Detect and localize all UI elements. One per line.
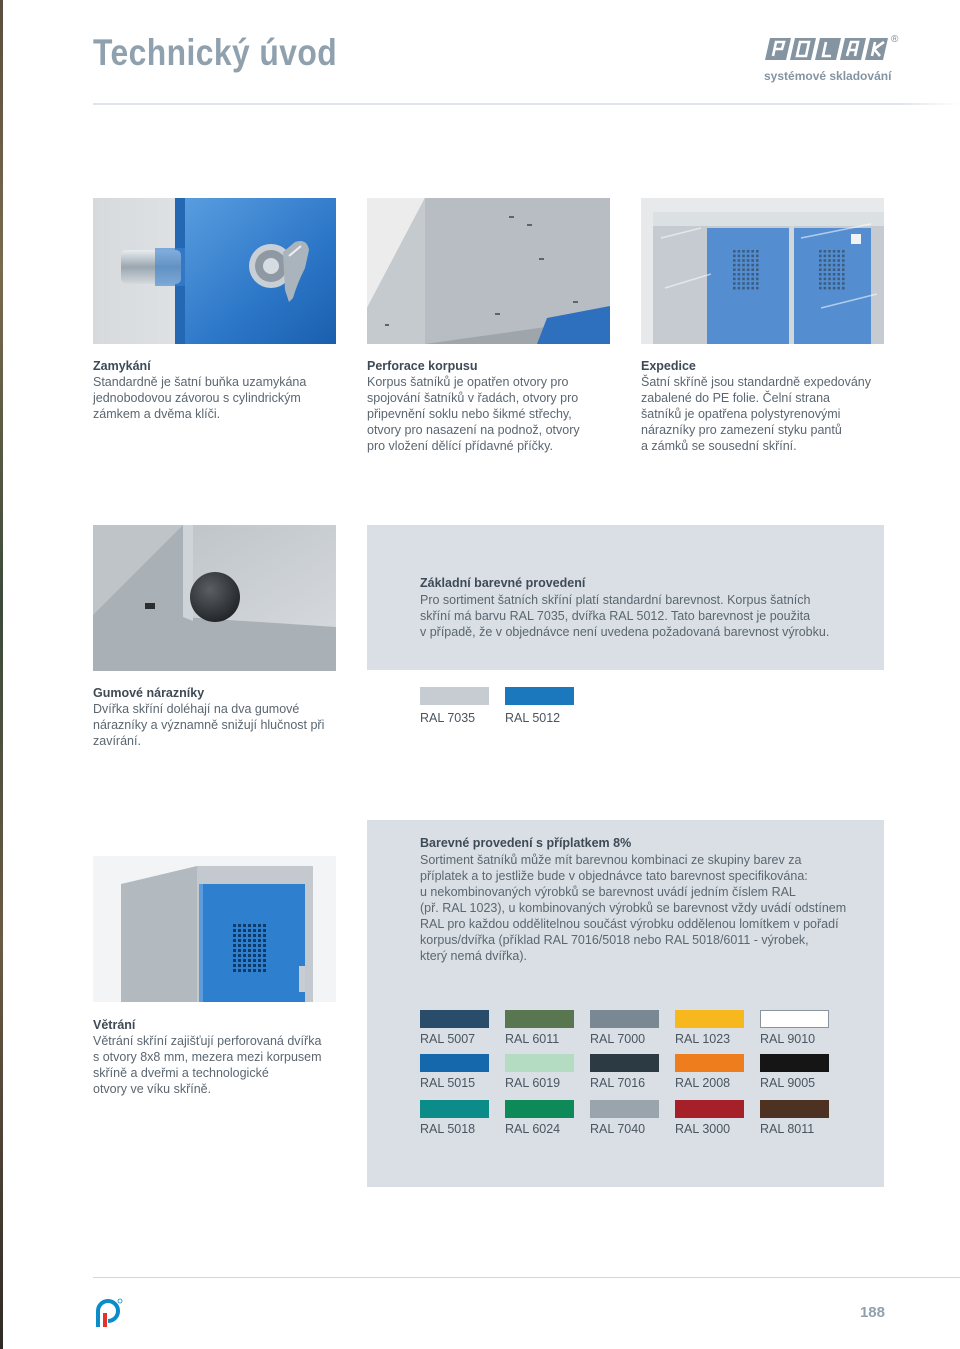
ventilation-photo [93, 856, 336, 1002]
swatch-ral-8011 [760, 1100, 829, 1118]
caption-bumpers-text: Dvířka skříní doléhají na dva gumové nárazníky a významně snižují hlučnost při zavírání. [93, 702, 325, 748]
page-number: 188 [859, 1304, 885, 1321]
swatch-ral-2008 [675, 1054, 744, 1072]
swatch-ral-7016 [590, 1054, 659, 1072]
roof-perforation-photo [367, 198, 610, 344]
swatch-ral-7040 [590, 1100, 659, 1118]
packaging-photo [641, 198, 884, 344]
swatch-ral-1023 [675, 1010, 744, 1028]
swatch-label-ral-5007: RAL 5007 [420, 1032, 476, 1046]
swatch-label-ral-6019: RAL 6019 [505, 1076, 561, 1090]
swatch-ral-5018 [420, 1100, 489, 1118]
caption-bumpers-title: Gumové nárazníky [93, 686, 205, 700]
swatch-label-ral-9005: RAL 9005 [760, 1076, 816, 1090]
swatch-label-ral-9010: RAL 9010 [760, 1032, 816, 1046]
footer-brand-icon [93, 1297, 123, 1329]
swatch-label-ral-5015: RAL 5015 [420, 1076, 476, 1090]
registered-mark: ® [891, 34, 899, 45]
header-divider [93, 103, 960, 105]
swatch-ral-7035 [420, 687, 489, 705]
swatch-label-ral-2008: RAL 2008 [675, 1076, 731, 1090]
caption-locking [93, 358, 343, 422]
swatch-ral-9005 [760, 1054, 829, 1072]
caption-ventilation-text: Větrání skříní zajišťují perforovaná dvířka s otvory 8x8 mm, mezera mezi korpusem skříně a dveřmi a technologické otvory ve víku skříně. [93, 1034, 322, 1096]
swatch-label-ral-1023: RAL 1023 [675, 1032, 731, 1046]
swatch-label-ral-7000: RAL 7000 [590, 1032, 646, 1046]
caption-perforation-title: Perforace korpusu [367, 359, 478, 373]
swatch-ral-9010 [760, 1010, 829, 1028]
swatch-ral-5015 [420, 1054, 489, 1072]
lock-photo [93, 198, 336, 344]
swatch-ral-6019 [505, 1054, 574, 1072]
rubber-bumper-photo [93, 525, 336, 671]
swatch-label-ral-6011: RAL 6011 [505, 1032, 560, 1046]
swatch-ral-5012 [505, 687, 574, 705]
swatch-label-ral-5012: RAL 5012 [505, 711, 561, 725]
swatch-ral-6011 [505, 1010, 574, 1028]
caption-ventilation-title: Větrání [93, 1018, 136, 1032]
swatch-ral-3000 [675, 1100, 744, 1118]
polak-logo-mark [764, 38, 889, 60]
caption-ventilation [93, 1017, 353, 1097]
caption-shipping-title: Expedice [641, 359, 696, 373]
brand-tagline: systémové skladování [764, 69, 892, 83]
caption-bumpers [93, 685, 343, 749]
swatch-ral-5007 [420, 1010, 489, 1028]
caption-locking-title: Zamykání [93, 359, 151, 373]
caption-shipping-text: Šatní skříně jsou standardně expedovány zabalené do PE folie. Čelní strana šatníků je opatřena polystyrenovými nárazníky pro zamezení styku pantů a zámků se sousední skříní. [641, 375, 872, 453]
caption-perforation [367, 358, 617, 454]
surcharge-colors-title: Barevné provedení s příplatkem 8% [420, 836, 632, 850]
caption-shipping [641, 358, 901, 454]
swatch-label-ral-6024: RAL 6024 [505, 1122, 561, 1136]
swatch-ral-6024 [505, 1100, 574, 1118]
swatch-ral-7000 [590, 1010, 659, 1028]
page-title: Technický úvod [93, 32, 338, 73]
caption-perforation-text: Korpus šatníků je opatřen otvory pro spojování šatníků v řadách, otvory pro připevnění soklu nebo šikmé střechy, otvory pro nasazení na podnož, otvory pro vložení dělící přídavné příčky. [367, 375, 580, 453]
page-edge [0, 0, 3, 1349]
swatch-label-ral-7035: RAL 7035 [420, 711, 476, 725]
swatch-label-ral-3000: RAL 3000 [675, 1122, 731, 1136]
swatch-label-ral-8011: RAL 8011 [760, 1122, 815, 1136]
polak-logo [764, 36, 904, 86]
footer-divider [93, 1277, 960, 1278]
standard-colors-text: Pro sortiment šatních skříní platí standardní barevnost. Korpus šatních skříní má barvu RAL 7035, dvířka RAL 5012. Tato barevnost je použita v případě, že v objednávce není uvedena požadovaná barevnost výrobku. [420, 593, 830, 639]
swatch-label-ral-5018: RAL 5018 [420, 1122, 476, 1136]
swatch-label-ral-7040: RAL 7040 [590, 1122, 646, 1136]
swatch-label-ral-7016: RAL 7016 [590, 1076, 646, 1090]
caption-locking-text: Standardně je šatní buňka uzamykána jednobodovou závorou s cylindrickým zámkem a dvěma klíči. [93, 375, 307, 421]
surcharge-colors-text: Sortiment šatníků může mít barevnou kombinaci ze skupiny barev za příplatek a to jestliže bude v objednávce tato barevnost specifikována: u nekombinovaných výrobků se barevnost uvádí jedním číslem RAL (př. RAL 1023), u kombinovaných výrobků se barevnost vždy uvádí odstínem RAL pro každou oddělitelnou součást výrobku oddělenou lomítkem v pořadí korpus/dvířka (příklad RAL 7016/5018 nebo RAL 5018/6011 - výrobek, který nemá dvířka). [420, 853, 847, 963]
standard-colors-title: Základní barevné provedení [420, 576, 586, 590]
